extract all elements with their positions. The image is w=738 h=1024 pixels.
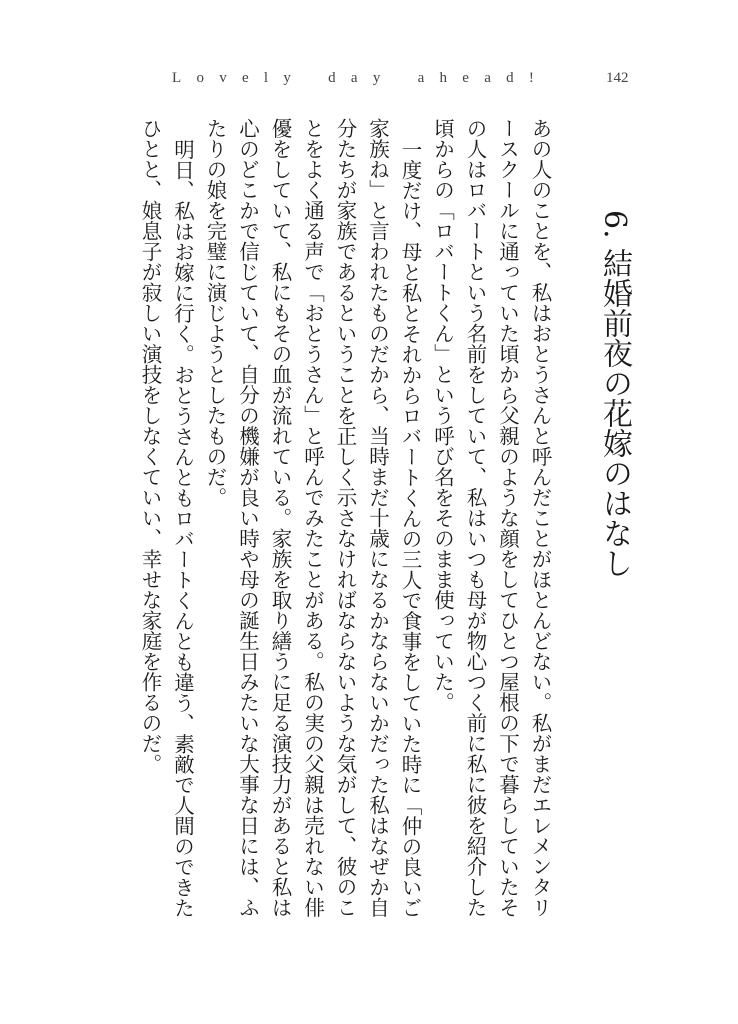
running-header [172,70,534,87]
running-title-letter: ! [528,70,534,86]
running-title-letter: a [484,70,491,86]
running-title-letter: L [172,70,182,86]
running-title-letter: v [219,70,227,86]
paragraph: 一度だけ、母と私とそれからロバートくんの三人で食事をしていた時に「仲の良いご家族ね」と言われたものだから、当時まだ十歳になるかならないかだった私はなぜか自分たちが家族であるということを正しく示さなければならないような気がして、彼のことをよく通る声で「おとうさん」と呼んでみたことがある。私の実の父親は売れない俳優をしていて、私にもその血が流れている。家族を取り繕うに足る演技力があると私は心のどこかで信じていて、自分の機嫌が良い時や母の誕生日みたいな大事な日には、ふたりの娘を完璧に演じようとしたものだ。 [203,118,422,918]
body-text [138,118,556,918]
running-title-letter: e [241,70,249,86]
paragraph: 明日、私はお嫁に行く。おとうさんともロバートくんとも違う、素敵で人間のできたひとと、娘息子が寂しい演技をしなくていい、幸せな家庭を作るのだ。 [138,118,195,918]
running-title-letter: a [417,70,425,86]
running-title-letter: y [372,70,381,86]
running-title-letter: d [328,70,336,86]
running-title-letter: e [462,70,469,86]
running-title-letter: d [506,70,514,86]
running-title-letter: l [263,70,269,86]
running-title-letter: a [350,70,358,86]
running-title-letter: o [196,70,204,86]
page-number: 142 [606,70,629,86]
running-title-letter: h [439,70,448,86]
running-title-letter: y [283,70,291,86]
paragraph: あの人のことを、私はおとうさんと呼んだことがほとんどない。私がまだエレメンタリースクールに通っていた頃から父親のような顔をしてひとつ屋根の下で暮らしていたその人はロバートという名前をしていて、私はいつも母が物心つく前に私に彼を紹介した頃からの「ロバートくん」という呼び名をそのまま使っていた。 [430,118,552,918]
chapter-title: 6. 結婚前夜の花嫁のはなし [597,210,632,579]
